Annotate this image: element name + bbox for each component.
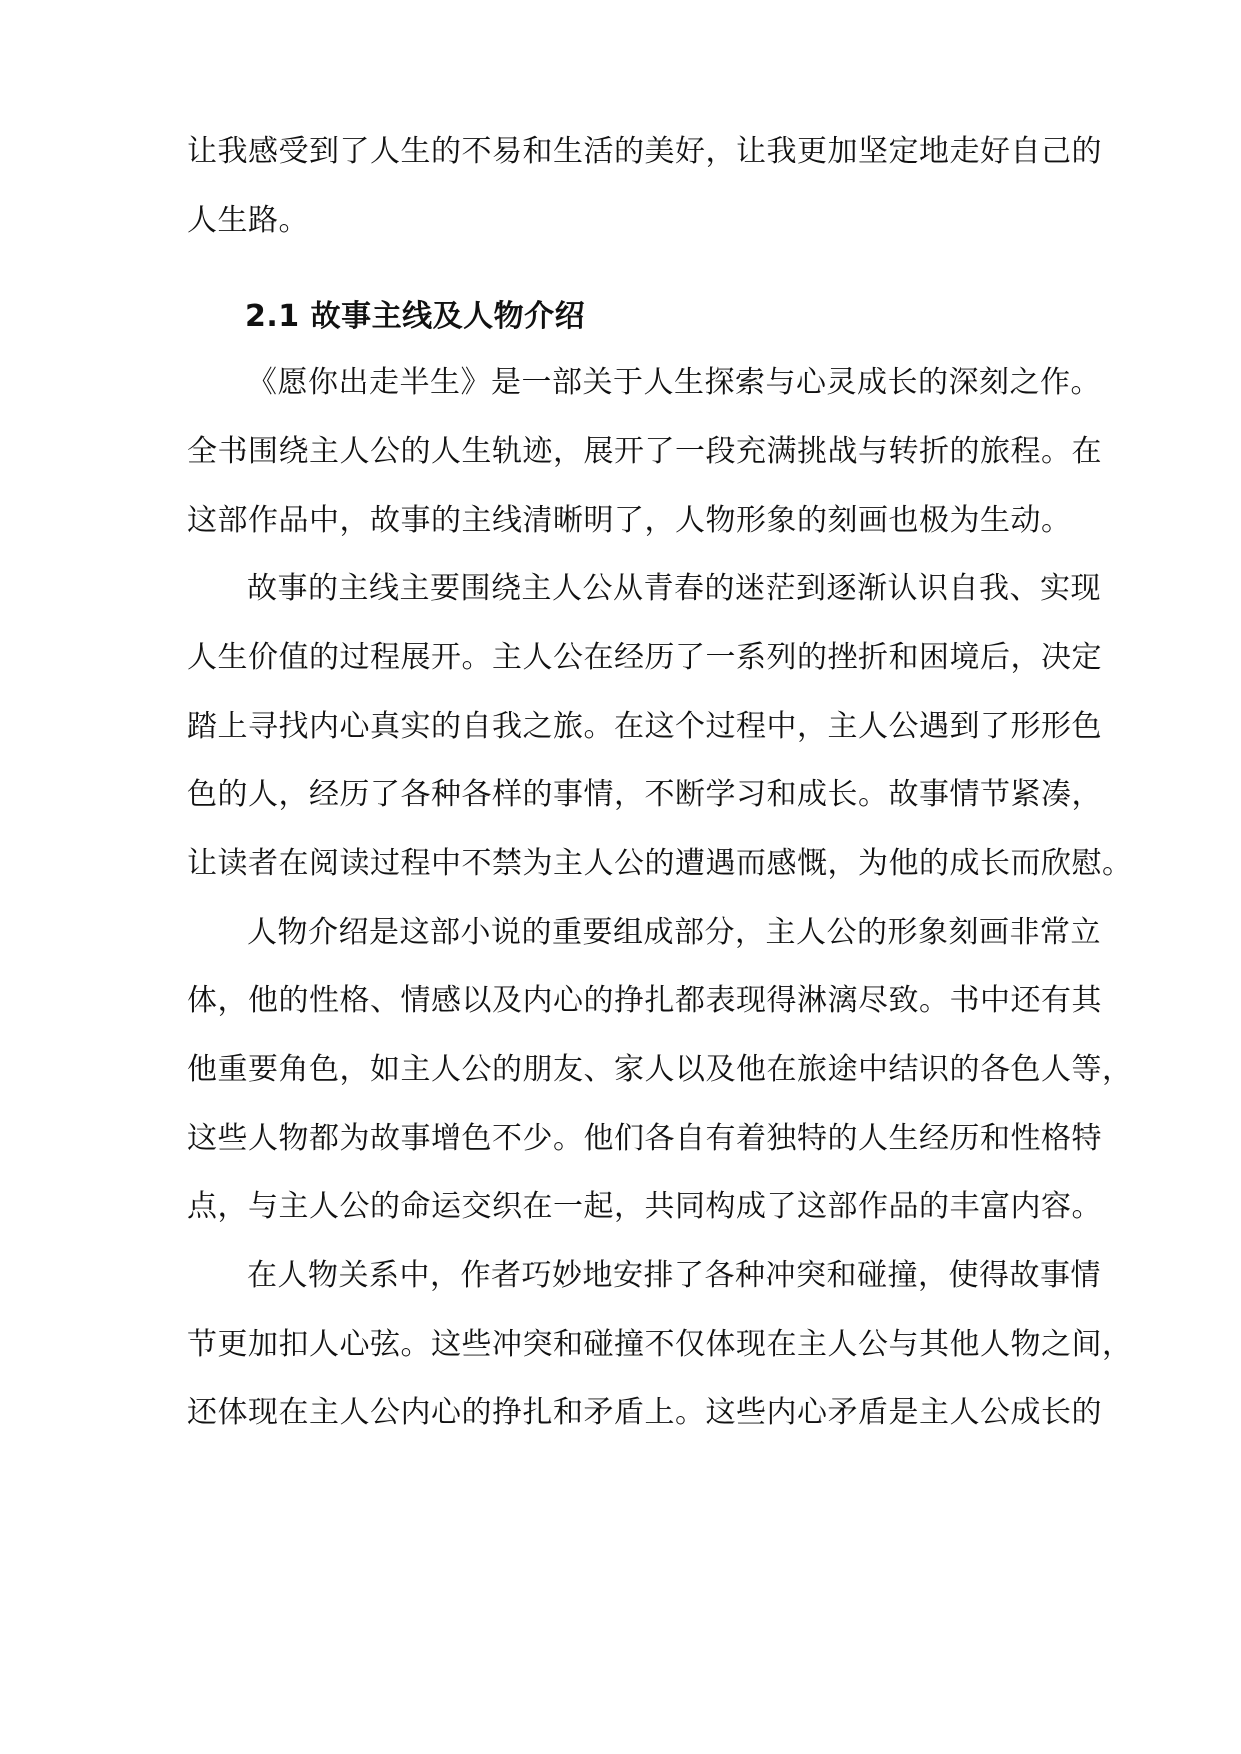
text-line: 《愿你出走半生》是一部关于人生探索与心灵成长的深刻之作。 — [247, 365, 1101, 400]
text-line: 让我感受到了人生的不易和生活的美好，让我更加坚定地走好自己的 — [187, 134, 1102, 169]
text-line: 让读者在阅读过程中不禁为主人公的遭遇而感慨，为他的成长而欣慰。 — [187, 846, 1133, 881]
text-line: 踏上寻找内心真实的自我之旅。在这个过程中，主人公遇到了形形色 — [187, 709, 1102, 744]
text-line: 故事的主线主要围绕主人公从青春的迷茫到逐渐认识自我、实现 — [247, 571, 1101, 606]
text-line: 体，他的性格、情感以及内心的挣扎都表现得淋漓尽致。书中还有其 — [187, 983, 1102, 1018]
text-line: 全书围绕主人公的人生轨迹，展开了一段充满挑战与转折的旅程。在 — [187, 434, 1102, 469]
text-line: 在人物关系中，作者巧妙地安排了各种冲突和碰撞，使得故事情 — [247, 1258, 1101, 1293]
text-line: 还体现在主人公内心的挣扎和矛盾上。这些内心矛盾是主人公成长的 — [187, 1395, 1102, 1430]
text-line: 色的人，经历了各种各样的事情，不断学习和成长。故事情节紧凑， — [187, 777, 1102, 812]
text-line: 节更加扣人心弦。这些冲突和碰撞不仅体现在主人公与其他人物之间， — [187, 1327, 1133, 1362]
text-line: 人物介绍是这部小说的重要组成部分，主人公的形象刻画非常立 — [247, 915, 1101, 950]
text-line: 点，与主人公的命运交织在一起，共同构成了这部作品的丰富内容。 — [187, 1189, 1102, 1224]
text-line: 这些人物都为故事增色不少。他们各自有着独特的人生经历和性格特 — [187, 1121, 1102, 1156]
text-line: 人生路。 — [187, 203, 309, 238]
text-line: 他重要角色，如主人公的朋友、家人以及他在旅途中结识的各色人等， — [187, 1052, 1133, 1087]
text-line: 这部作品中，故事的主线清晰明了，人物形象的刻画也极为生动。 — [187, 503, 1072, 538]
section-heading: 2.1 故事主线及人物介绍 — [245, 299, 586, 334]
text-line: 人生价值的过程展开。主人公在经历了一系列的挫折和困境后，决定 — [187, 640, 1102, 675]
